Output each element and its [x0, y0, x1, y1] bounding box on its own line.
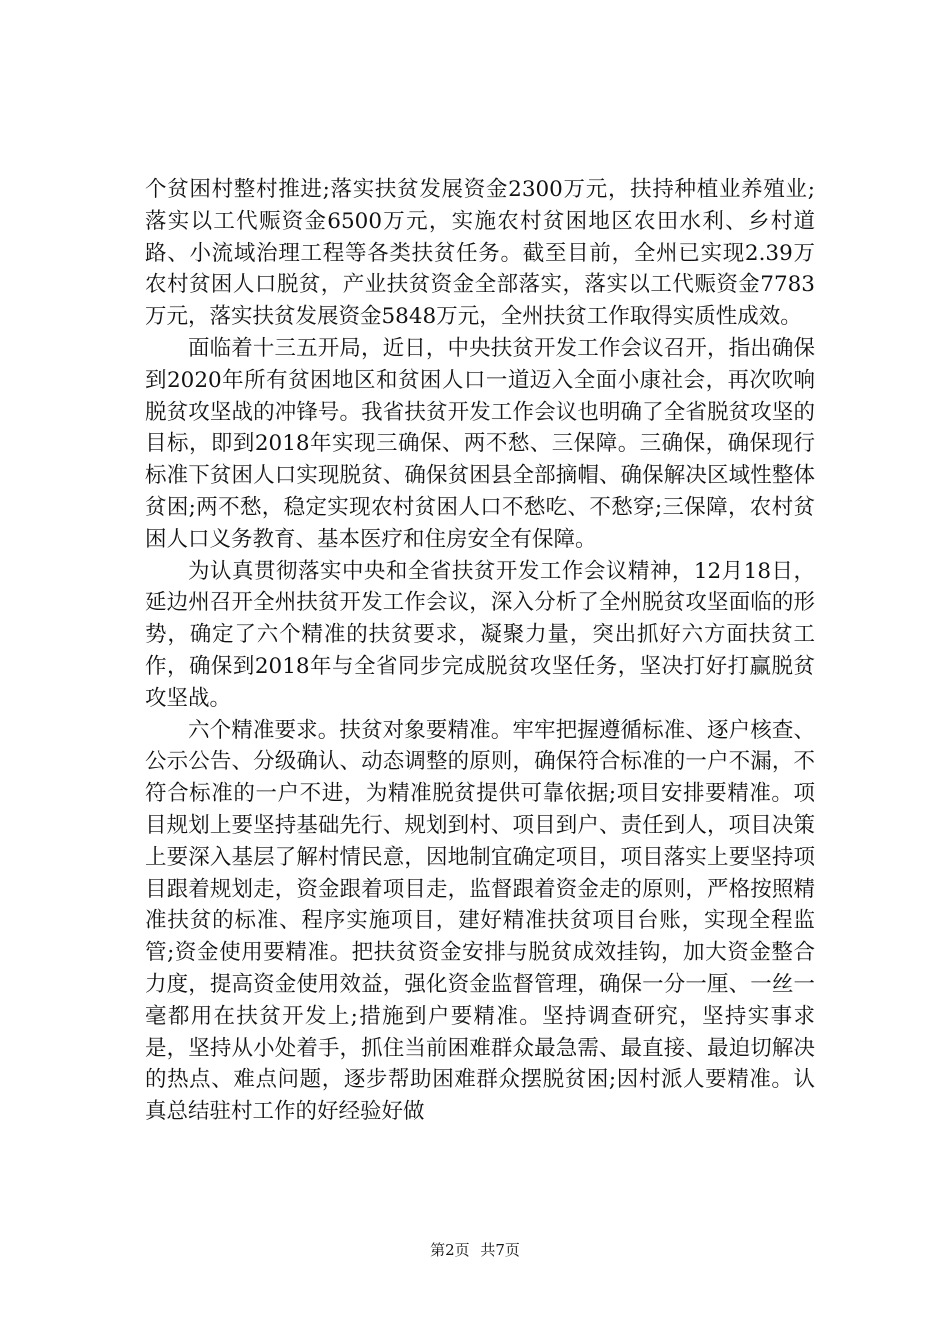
- paragraph-2: 面临着十三五开局，近日，中央扶贫开发工作会议召开，指出确保到2020年所有贫困地区和贫困人口一道迈入全面小康社会，再次吹响脱贫攻坚战的冲锋号。我省扶贫开发工作会议也明确了全省脱贫攻坚的目标，即到2018年实现三确保、两不愁、三保障。三确保，确保现行标准下贫困人口实现脱贫、确保贫困县全部摘帽、确保解决区域性整体贫困;两不愁，稳定实现农村贫困人口不愁吃、不愁穿;三保障，农村贫困人口义务教育、基本医疗和住房安全有保障。: [145, 335, 815, 552]
- page-total: 共7页: [480, 1241, 520, 1259]
- document-body: [145, 174, 815, 1128]
- paragraph-1: 个贫困村整村推进;落实扶贫发展资金2300万元，扶持种植业养殖业;落实以工代赈资金6500万元，实施农村贫困地区农田水利、乡村道路、小流域治理工程等各类扶贫任务。截至目前，全州已实现2.39万农村贫困人口脱贫，产业扶贫资金全部落实，落实以工代赈资金7783万元，落实扶贫发展资金5848万元，全州扶贫工作取得实质性成效。: [145, 177, 815, 330]
- page-footer: [0, 1240, 950, 1260]
- paragraph-4: 六个精准要求。扶贫对象要精准。牢牢把握遵循标准、逐户核查、公示公告、分级确认、动态调整的原则，确保符合标准的一户不漏，不符合标准的一户不进，为精准脱贫提供可靠依据;项目安排要精准。项目规划上要坚持基础先行、规划到村、项目到户、责任到人，项目决策上要深入基层了解村情民意，因地制宜确定项目，项目落实上要坚持项目跟着规划走，资金跟着项目走，监督跟着资金走的原则，严格按照精准扶贫的标准、程序实施项目，建好精准扶贫项目台账，实现全程监管;资金使用要精准。把扶贫资金安排与脱贫成效挂钩，加大资金整合力度，提高资金使用效益，强化资金监督管理，确保一分一厘、一丝一毫都用在扶贫开发上;措施到户要精准。坚持调查研究，坚持实事求是，坚持从小处着手，抓住当前困难群众最急需、最直接、最迫切解决的热点、难点问题，逐步帮助困难群众摆脱贫困;因村派人要精准。认真总结驻村工作的好经验好做: [145, 717, 815, 1125]
- page-number: 第2页: [430, 1241, 470, 1259]
- paragraph-3: 为认真贯彻落实中央和全省扶贫开发工作会议精神，12月18日，延边州召开全州扶贫开发工作会议，深入分析了全州脱贫攻坚面临的形势，确定了六个精准的扶贫要求，凝聚力量，突出抓好六方面扶贫工作，确保到2018年与全省同步完成脱贫攻坚任务，坚决打好打赢脱贫攻坚战。: [145, 558, 815, 711]
